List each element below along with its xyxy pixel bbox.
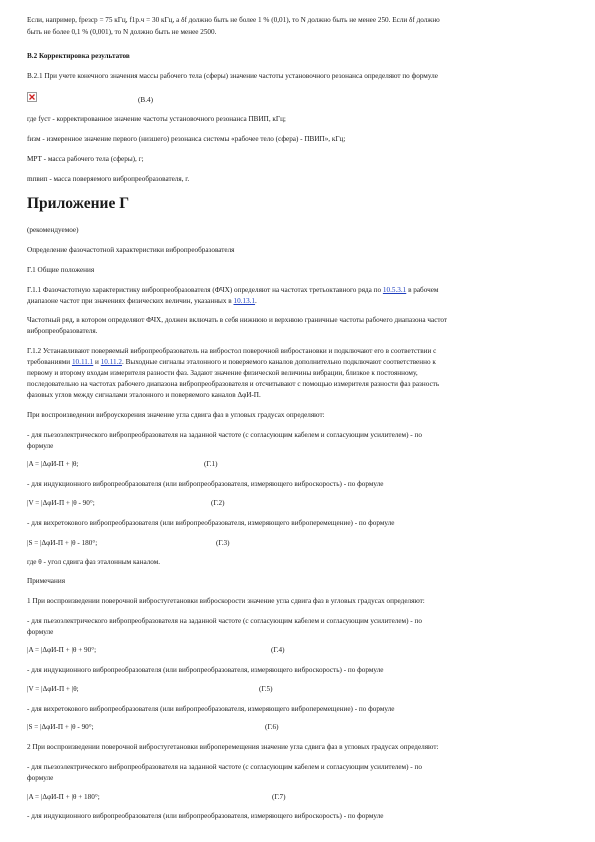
equation-number-g6: (Г.6) — [265, 723, 279, 731]
paragraph-g13-line-1: Г.1.2 Устанавливают поверяемый вибропреобразователь на вибростол поверочной вибростановки и подключают его в соответствии с — [27, 347, 437, 355]
note-2: 2 При воспроизведении поверочной вибростугетановки виброперемещения значение угла сдвига фаз в угловых градусах определяют: — [27, 743, 439, 751]
notes-heading: Примечания — [27, 577, 65, 585]
equation-number-g7: (Г.7) — [272, 793, 286, 801]
definition-mass-sphere: MРТ - масса рабочего тела (сферы), г; — [27, 155, 144, 163]
bullet-eddy-2: - для вихретокового вибропреобразователя (или вибропреобразователя, измеряющего виброперемещение) - по формуле — [27, 705, 395, 713]
bullet-piezo-1-line-1: - для пьезоэлектрического вибропреобразователя на заданной частоте (с согласующим кабелем и согласующим усилителем) - по — [27, 431, 422, 439]
paragraph-g11-text: Г.1.1 Фазочастотную характеристику вибропреобразователя (ФЧХ) определяют на частотах третьоктавного ряда по — [27, 286, 383, 294]
paragraph-g11-line-2-end: . — [255, 297, 257, 305]
appendix-recommended: (рекомендуемое) — [27, 226, 79, 234]
bullet-induction-2: - для индукционного вибропреобразователя (или вибропреобразователя, измеряющего виброскорость) - по формуле — [27, 666, 384, 674]
bullet-piezo-2-line-1: - для пьезоэлектрического вибропреобразователя на заданной частоте (с согласующим кабелем и согласующим усилителем) - по — [27, 617, 422, 625]
equation-g4: |A = |ΔφИ-П + |θ + 90°; — [27, 646, 97, 654]
paragraph-repro-intro: При воспроизведении виброускорения значение угла сдвига фаз в угловых градусах определяют: — [27, 411, 325, 419]
equation-number-g5: (Г.5) — [259, 685, 273, 693]
paragraph-g12-line-1: Частотный ряд, в котором определяют ФЧХ, должен включать в себя нижнюю и верхнюю граничные частоты рабочего диапазона частот — [27, 316, 448, 324]
equation-g5: |V = |ΔφИ-П + |θ; — [27, 685, 79, 693]
section-heading-g1: Г.1 Общие положения — [27, 266, 95, 274]
link-10-11-2[interactable]: 10.11.2 — [100, 358, 122, 366]
section-heading-b2: В.2 Корректировка результатов — [27, 52, 130, 60]
definition-fust: где fуст - корректированное значение частоты установочного резонанса ПВИП, кГц; — [27, 115, 286, 123]
paragraph-g11-line-1 — [27, 285, 575, 295]
bullet-induction-1: - для индукционного вибропреобразователя (или вибропреобразователя, измеряющего виброскорость) - по формуле — [27, 480, 384, 488]
paragraph-g13-conj: и — [93, 358, 101, 366]
definition-fizm: fизм - измеренное значение первого (низшего) резонанса системы «рабочее тело (сфера) - ПВИП», кГц; — [27, 135, 346, 143]
link-10-5-3-1[interactable]: 10.5.3.1 — [382, 286, 407, 294]
equation-number-g2: (Г.2) — [211, 499, 225, 507]
bullet-piezo-2-line-2: формуле — [27, 628, 54, 636]
equation-number-g4: (Г.4) — [271, 646, 285, 654]
paragraph-g13-text-end: . Выходные сигналы эталонного и поверяемого каналов дополнительно подключают соответственно к — [122, 358, 436, 366]
equation-g2: |V = |ΔφИ-П + |θ - 90°; — [27, 499, 95, 507]
equation-number-g1: (Г.1) — [204, 460, 218, 468]
bullet-induction-3: - для индукционного вибропреобразователя (или вибропреобразователя, измеряющего виброскорость) - по формуле — [27, 812, 384, 820]
broken-image-icon — [27, 92, 37, 102]
bullet-piezo-1-line-2: формуле — [27, 442, 54, 450]
equation-g6: |S = |ΔφИ-П + |θ - 90°; — [27, 723, 94, 731]
definition-mass-transducer: mпвип - масса поверяемого вибропреобразователя, г. — [27, 175, 190, 183]
bullet-piezo-3-line-1: - для пьезоэлектрического вибропреобразователя на заданной частоте (с согласующим кабелем и согласующим усилителем) - по — [27, 763, 422, 771]
paragraph-g13-line-5: фазовых углов между сигналами эталонного и поверяемого каналов ΔφИ-П. — [27, 391, 261, 399]
link-10-11-1[interactable]: 10.11.1 — [71, 358, 94, 366]
equation-g1: |A = |ΔφИ-П + |θ; — [27, 460, 79, 468]
paragraph-g13-line-4: последовательно на частотах рабочего диапазона вибропреобразователя и отсчитывают с помощью измерителя разности фаз разность — [27, 380, 440, 388]
appendix-title: Приложение Г — [27, 195, 130, 212]
paragraph-g11-line-2-text: диапазоне частот при значениях физических величин, указанных в — [27, 297, 234, 305]
paragraph-g13-line-3: первому и второму входам измерителя разности фаз. Задают значение физической величины вибрации, близкое к постоянному, — [27, 369, 418, 377]
paragraph-g13-text: требованиями — [27, 358, 72, 366]
appendix-subtitle: Определение фазочастотной характеристики вибропреобразователя — [27, 246, 235, 254]
link-10-13-1[interactable]: 10.13.1 — [233, 297, 256, 305]
paragraph-g12-line-2: вибропреобразователя. — [27, 327, 98, 335]
definition-theta: где θ - угол сдвига фаз эталонным каналом. — [27, 558, 161, 566]
equation-g7: |A = |ΔφИ-П + |θ + 180°; — [27, 793, 100, 801]
paragraph-b21: В.2.1 При учете конечного значения массы рабочего тела (сферы) значение частоты установочного резонанса определяют по формуле — [27, 72, 438, 80]
note-1: 1 При воспроизведении поверочной вибростугетановки виброскорости значение угла сдвига фаз в угловых градусах определяют: — [27, 597, 425, 605]
paragraph-example-line-2: быть не более 0,1 % (0,001), то N должно быть не менее 2500. — [27, 28, 217, 36]
paragraph-g11-text-end: в рабочем — [406, 286, 439, 294]
equation-number-g3: (Г.3) — [216, 539, 230, 547]
equation-g3: |S = |ΔφИ-П + |θ - 180°; — [27, 539, 98, 547]
paragraph-example-line-1: Если, например, fрезср = 75 кГц, f1р.ч = 30 кГц, а δf должно быть не более 1 % (0,01), то N должно быть не менее 250. Если δf должно — [27, 16, 440, 24]
bullet-piezo-3-line-2: формуле — [27, 774, 54, 782]
paragraph-g11-line-2 — [27, 296, 575, 306]
paragraph-g13-line-2 — [27, 357, 575, 367]
bullet-eddy-1: - для вихретокового вибропреобразователя (или вибропреобразователя, измеряющего виброперемещение) - по формуле — [27, 519, 395, 527]
equation-number-b4: (В.4) — [138, 96, 153, 104]
